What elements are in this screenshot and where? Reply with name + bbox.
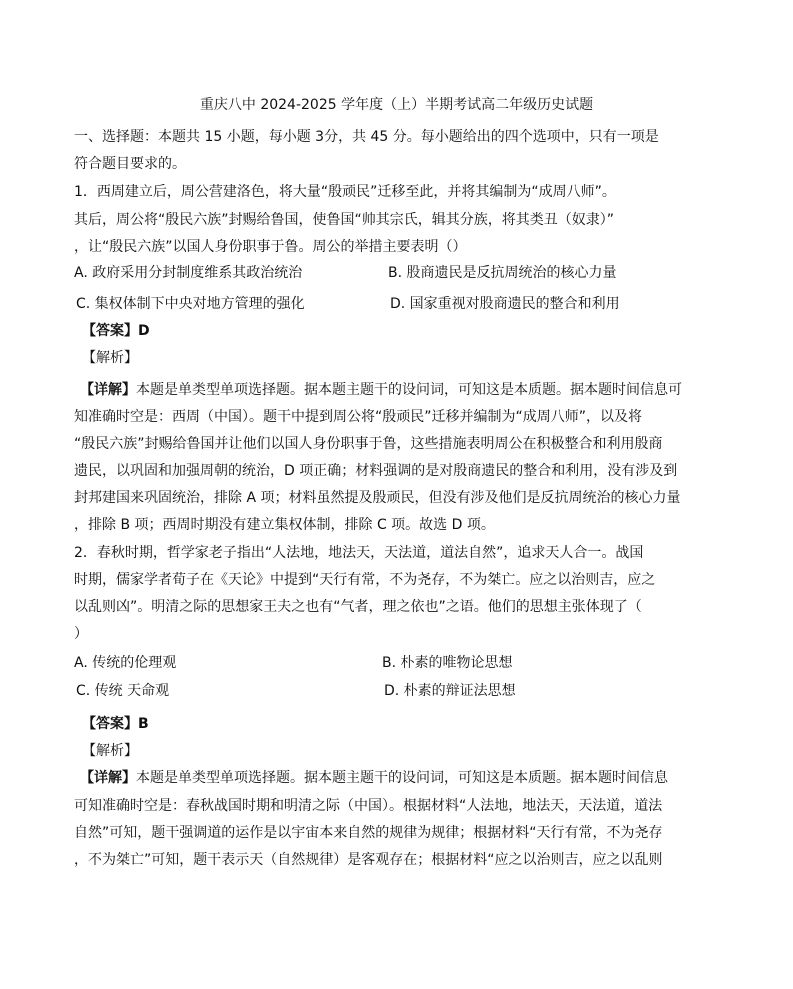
question-2-option-b: B. 朴素的唯物论思想 [382,655,513,671]
question-1-detail-line-6: ，排除 B 项；西周时期没有建立集权体制，排除 C 项。故选 D 项。 [74,517,495,533]
question-1-detail-line-2: 知准确时空是：西周（中国）。题干中提到周公将“殷顽民”迁移并编制为“成周八师”，以及将 [74,409,643,425]
question-1-stem-line-1: 1．西周建立后，周公营建洛色，将大量“殷顽民”迁移至此，并将其编制为“成周八师”。 [74,184,616,200]
question-2-answer-label: 【答案】 [82,716,138,732]
question-2-detail-line-1 [80,769,668,787]
question-1-option-c: C. 集权体制下中央对地方管理的强化 [76,296,305,312]
question-2-detail-line-3: 自然”可知，题干强调道的运作是以宇宙本来自然的规律为规律；根据材料“天行有常，不为尧存 [74,825,663,841]
question-2-option-a: A. 传统的伦理观 [74,655,177,671]
question-1-answer-label: 【答案】 [82,323,138,339]
question-1-stem-line-3: ，让“殷民六族”以国人身份职事于鲁。周公的举措主要表明（） [74,239,467,255]
question-2-stem-line-1: 2．春秋时期，哲学家老子指出“人法地，地法天，天法道，道法自然”，追求天人合一。战国 [74,545,644,561]
question-1-detail-text-1: 本题是单类型单项选择题。据本题主题干的设问词，可知这是本质题。据本题时间信息可 [136,382,682,398]
section-heading-line-1: 一、选择题：本题共 15 小题，每小题 3分，共 45 分。每小题给出的四个选项中，只有一项是 [74,129,659,145]
question-1-detail-line-3: “殷民六族”封赐给鲁国并让他们以国人身份职事于鲁，这些措施表明周公在积极整合和利用殷商 [74,436,663,452]
question-1-option-a: A. 政府采用分封制度维系其政治统治 [74,265,303,281]
page-title: 重庆八中 2024-2025 学年度（上）半期考试高二年级历史试题 [199,97,594,113]
question-1-detail-line-1 [80,381,682,399]
question-2-stem-line-2: 时期，儒家学者荀子在《天论》中提到“天行有常，不为尧存，不为桀亡。应之以治则吉，应之 [74,572,656,588]
question-2-detail-line-2: 可知准确时空是：春秋战国时期和明清之际（中国）。根据材料“人法地，地法天，天法道，道法 [74,798,663,814]
section-heading-line-2: 符合题目要求的。 [74,156,186,172]
question-2-analysis-label: 【解析】 [82,743,138,759]
question-2-option-d: D. 朴素的辩证法思想 [384,683,516,699]
question-2-stem-line-4: ） [74,626,88,642]
question-2-detail-line-4: ，不为桀亡”可知，题干表示天（自然规律）是客观存在；根据材料“应之以治则吉，应之以乱则 [74,852,663,868]
question-2-stem-line-3: 以乱则凶”。明清之际的思想家王夫之也有“气者，理之依也”之语。他们的思想主张体现了（ [74,599,642,615]
question-1-option-b: B. 股商遗民是反抗周统治的核心力量 [388,265,617,281]
question-1-analysis-label: 【解析】 [82,350,138,366]
question-1-answer-value: D [138,323,150,339]
question-1-answer [82,322,150,340]
question-1-detail-line-4: 遗民，以巩固和加强周朝的统治，D 项正确；材料强调的是对殷商遗民的整合和利用，没有涉及到 [74,463,678,479]
question-2-detail-label: 【详解】 [80,770,136,786]
question-1-detail-label: 【详解】 [80,382,136,398]
question-1-stem-line-2: 其后，周公将“殷民六族”封赐给鲁国，使鲁国“帅其宗氏，辑其分族，将其类丑（奴隶）” [74,212,615,228]
question-2-detail-text-1: 本题是单类型单项选择题。据本题主题干的设问词，可知这是本质题。据本题时间信息 [136,770,668,786]
question-2-option-c: C. 传统 天命观 [76,683,170,699]
question-2-answer [82,715,149,733]
question-2-answer-value: B [138,716,149,732]
question-1-detail-line-5: 封邦建国来巩固统治，排除 A 项；材料虽然提及殷顽民，但没有涉及他们是反抗周统治的核心力量 [74,490,681,506]
question-1-option-d: D. 国家重视对股商遗民的整合和利用 [390,296,620,312]
